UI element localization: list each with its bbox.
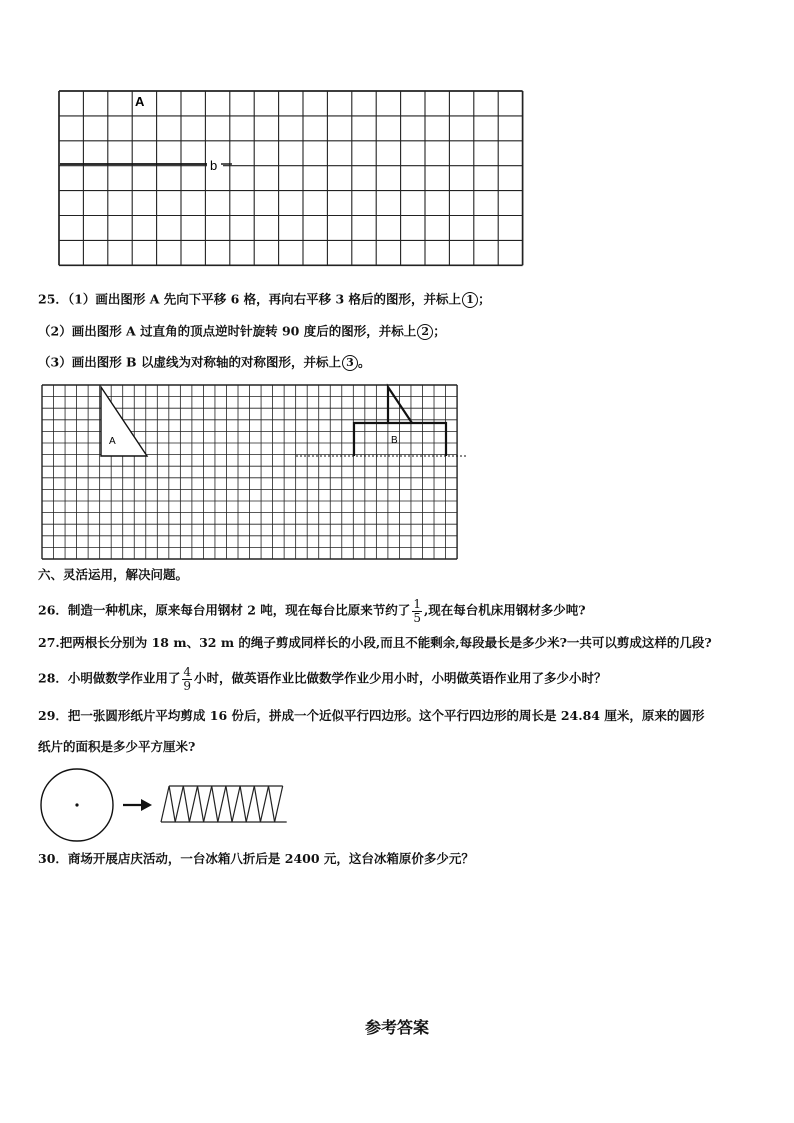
sector-edge: [226, 786, 232, 822]
sector-edge: [204, 786, 212, 822]
grid-1-label-a: A: [135, 94, 145, 109]
grid-figure-2: [0, 380, 794, 570]
grid-1-label-b: b: [210, 158, 218, 173]
sector-edge: [232, 786, 240, 822]
q29-line1: 29．把一张圆形纸片平均剪成 16 份后，拼成一个近似平行四边形。这个平行四边形的周长是 24.84 厘米，原来的圆形: [38, 708, 705, 723]
q25-part3: （3）画出图形 B 以虚线为对称轴的对称图形，并标上 3 。: [38, 354, 371, 370]
q26: 26．制造一种机床，原来每台用钢材 2 吨，现在每台比原来节约了 $\frac{1}{5}$ ,现在每台机床用钢材多少吨?: [38, 597, 586, 625]
sector-edge: [169, 786, 175, 822]
sector-edge: [275, 786, 283, 822]
q28: 28．小明做数学作业用了 $\frac{4}{9}$ 小时，做英语作业比做数学作业少用小时，小明做英语作业用了多少小时？: [38, 665, 607, 693]
parallelogram-strips: [161, 786, 287, 822]
circle-to-parallelogram-figure: [0, 765, 794, 845]
circled-number-1: 1: [462, 292, 478, 308]
sector-edge: [161, 786, 169, 822]
sector-edge: [183, 786, 189, 822]
section-6-heading: 六、灵活运用，解决问题。: [38, 567, 189, 582]
sector-edge: [212, 786, 218, 822]
sector-edge: [175, 786, 183, 822]
grid-2-label-a: A: [109, 436, 116, 447]
answers-title: 参考答案: [364, 1018, 429, 1037]
arrow-icon: [141, 799, 152, 811]
circle-center-dot: [75, 803, 78, 806]
sector-edge: [198, 786, 204, 822]
figure-b-outline: [354, 423, 446, 456]
grid-1-lines: [59, 91, 523, 265]
q30: 30．商场开展店庆活动，一台冰箱八折后是 2400 元，这台冰箱原价多少元？: [38, 851, 474, 866]
q29-line2: 纸片的面积是多少平方厘米?: [38, 739, 196, 754]
fraction-four-ninths: $\frac{4}{9}$: [183, 665, 192, 693]
sector-edge: [260, 786, 268, 822]
fraction-one-fifth: $\frac{1}{5}$: [413, 597, 421, 625]
grid-2-label-b: B: [391, 435, 398, 446]
sector-edge: [269, 786, 275, 822]
sector-edge: [254, 786, 260, 822]
circled-number-2: 2: [417, 324, 433, 340]
triangle-a: [101, 387, 147, 456]
sector-edge: [246, 786, 254, 822]
q25-part2: （2）画出图形 A 过直角的顶点逆时针旋转 90 度后的图形，并标上 2 ；: [38, 323, 446, 339]
q25-part1: 25．（1）画出图形 A 先向下平移 6 格，再向右平移 3 格后的图形，并标上 1 ；: [38, 291, 491, 307]
circled-number-3: 3: [342, 355, 358, 371]
q27: 27.把两根长分别为 18 m、32 m 的绳子剪成同样长的小段,而且不能剩余,每段最长是多少米?一共可以剪成这样的几段?: [38, 635, 712, 650]
grid-figure-1: [0, 0, 794, 300]
sector-edge: [189, 786, 197, 822]
sector-edge: [218, 786, 226, 822]
figure-b-flag: [388, 387, 412, 423]
sector-edge: [240, 786, 246, 822]
